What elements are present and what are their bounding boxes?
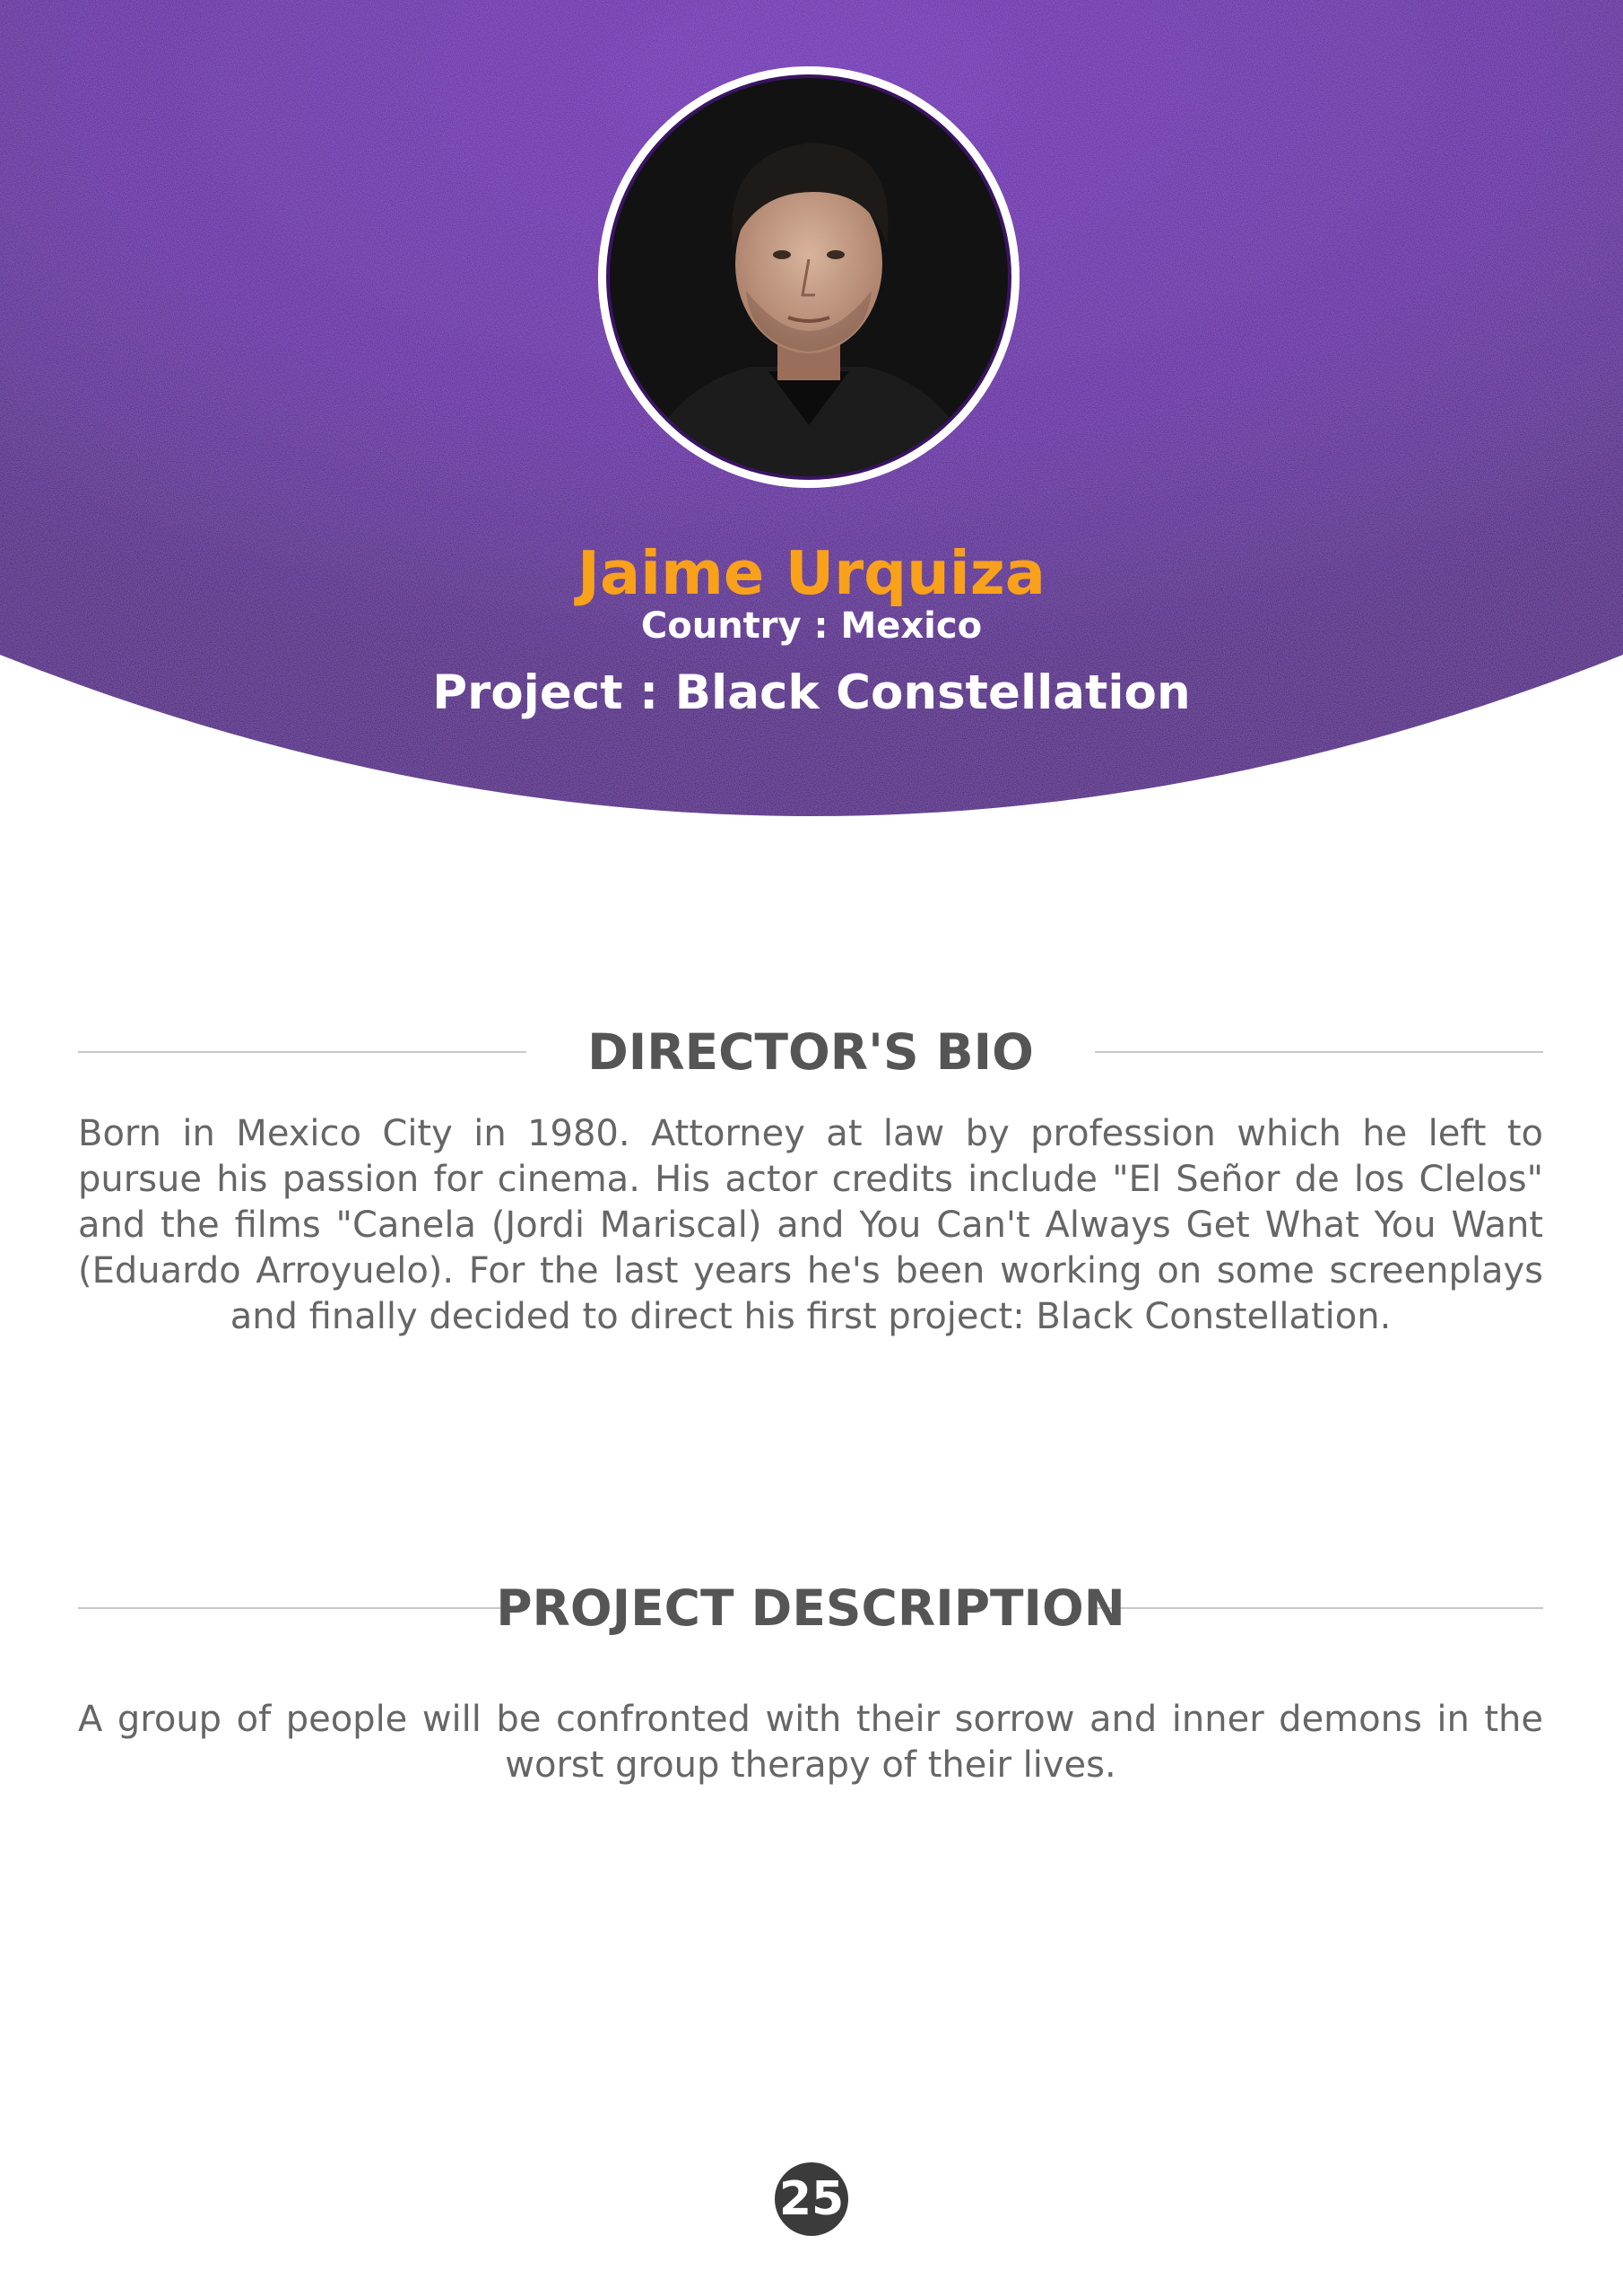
header-banner [0,0,1623,816]
bio-heading: DIRECTOR'S BIO [587,1023,1034,1081]
description-heading: PROJECT DESCRIPTION [496,1579,1125,1637]
description-text: A group of people will be confronted with their sorrow and inner demons in the worst group therapy of their lives. [78,1699,1543,1786]
project-title: Project : Black Constellation [432,665,1191,720]
bio-text: Born in Mexico City in 1980. Attorney at law by profession which he left to pursue his passion for cinema. His actor credits include "El Señor de los Clelos" and the films "Canela (Jordi Mariscal) and You Can't Always Get What You Want (Eduardo Arroyuelo). For the last years he's been working on some screenplays and finally decided to direct his first project: Black Constellation. [78,1113,1543,1337]
director-country: Country : Mexico [640,605,983,647]
director-portrait [598,66,1020,488]
description-section-heading [78,1577,1543,1639]
bio-section-heading [78,1021,1543,1083]
director-name: Jaime Urquiza [577,538,1046,608]
page-number-badge: 25 [775,2162,848,2236]
